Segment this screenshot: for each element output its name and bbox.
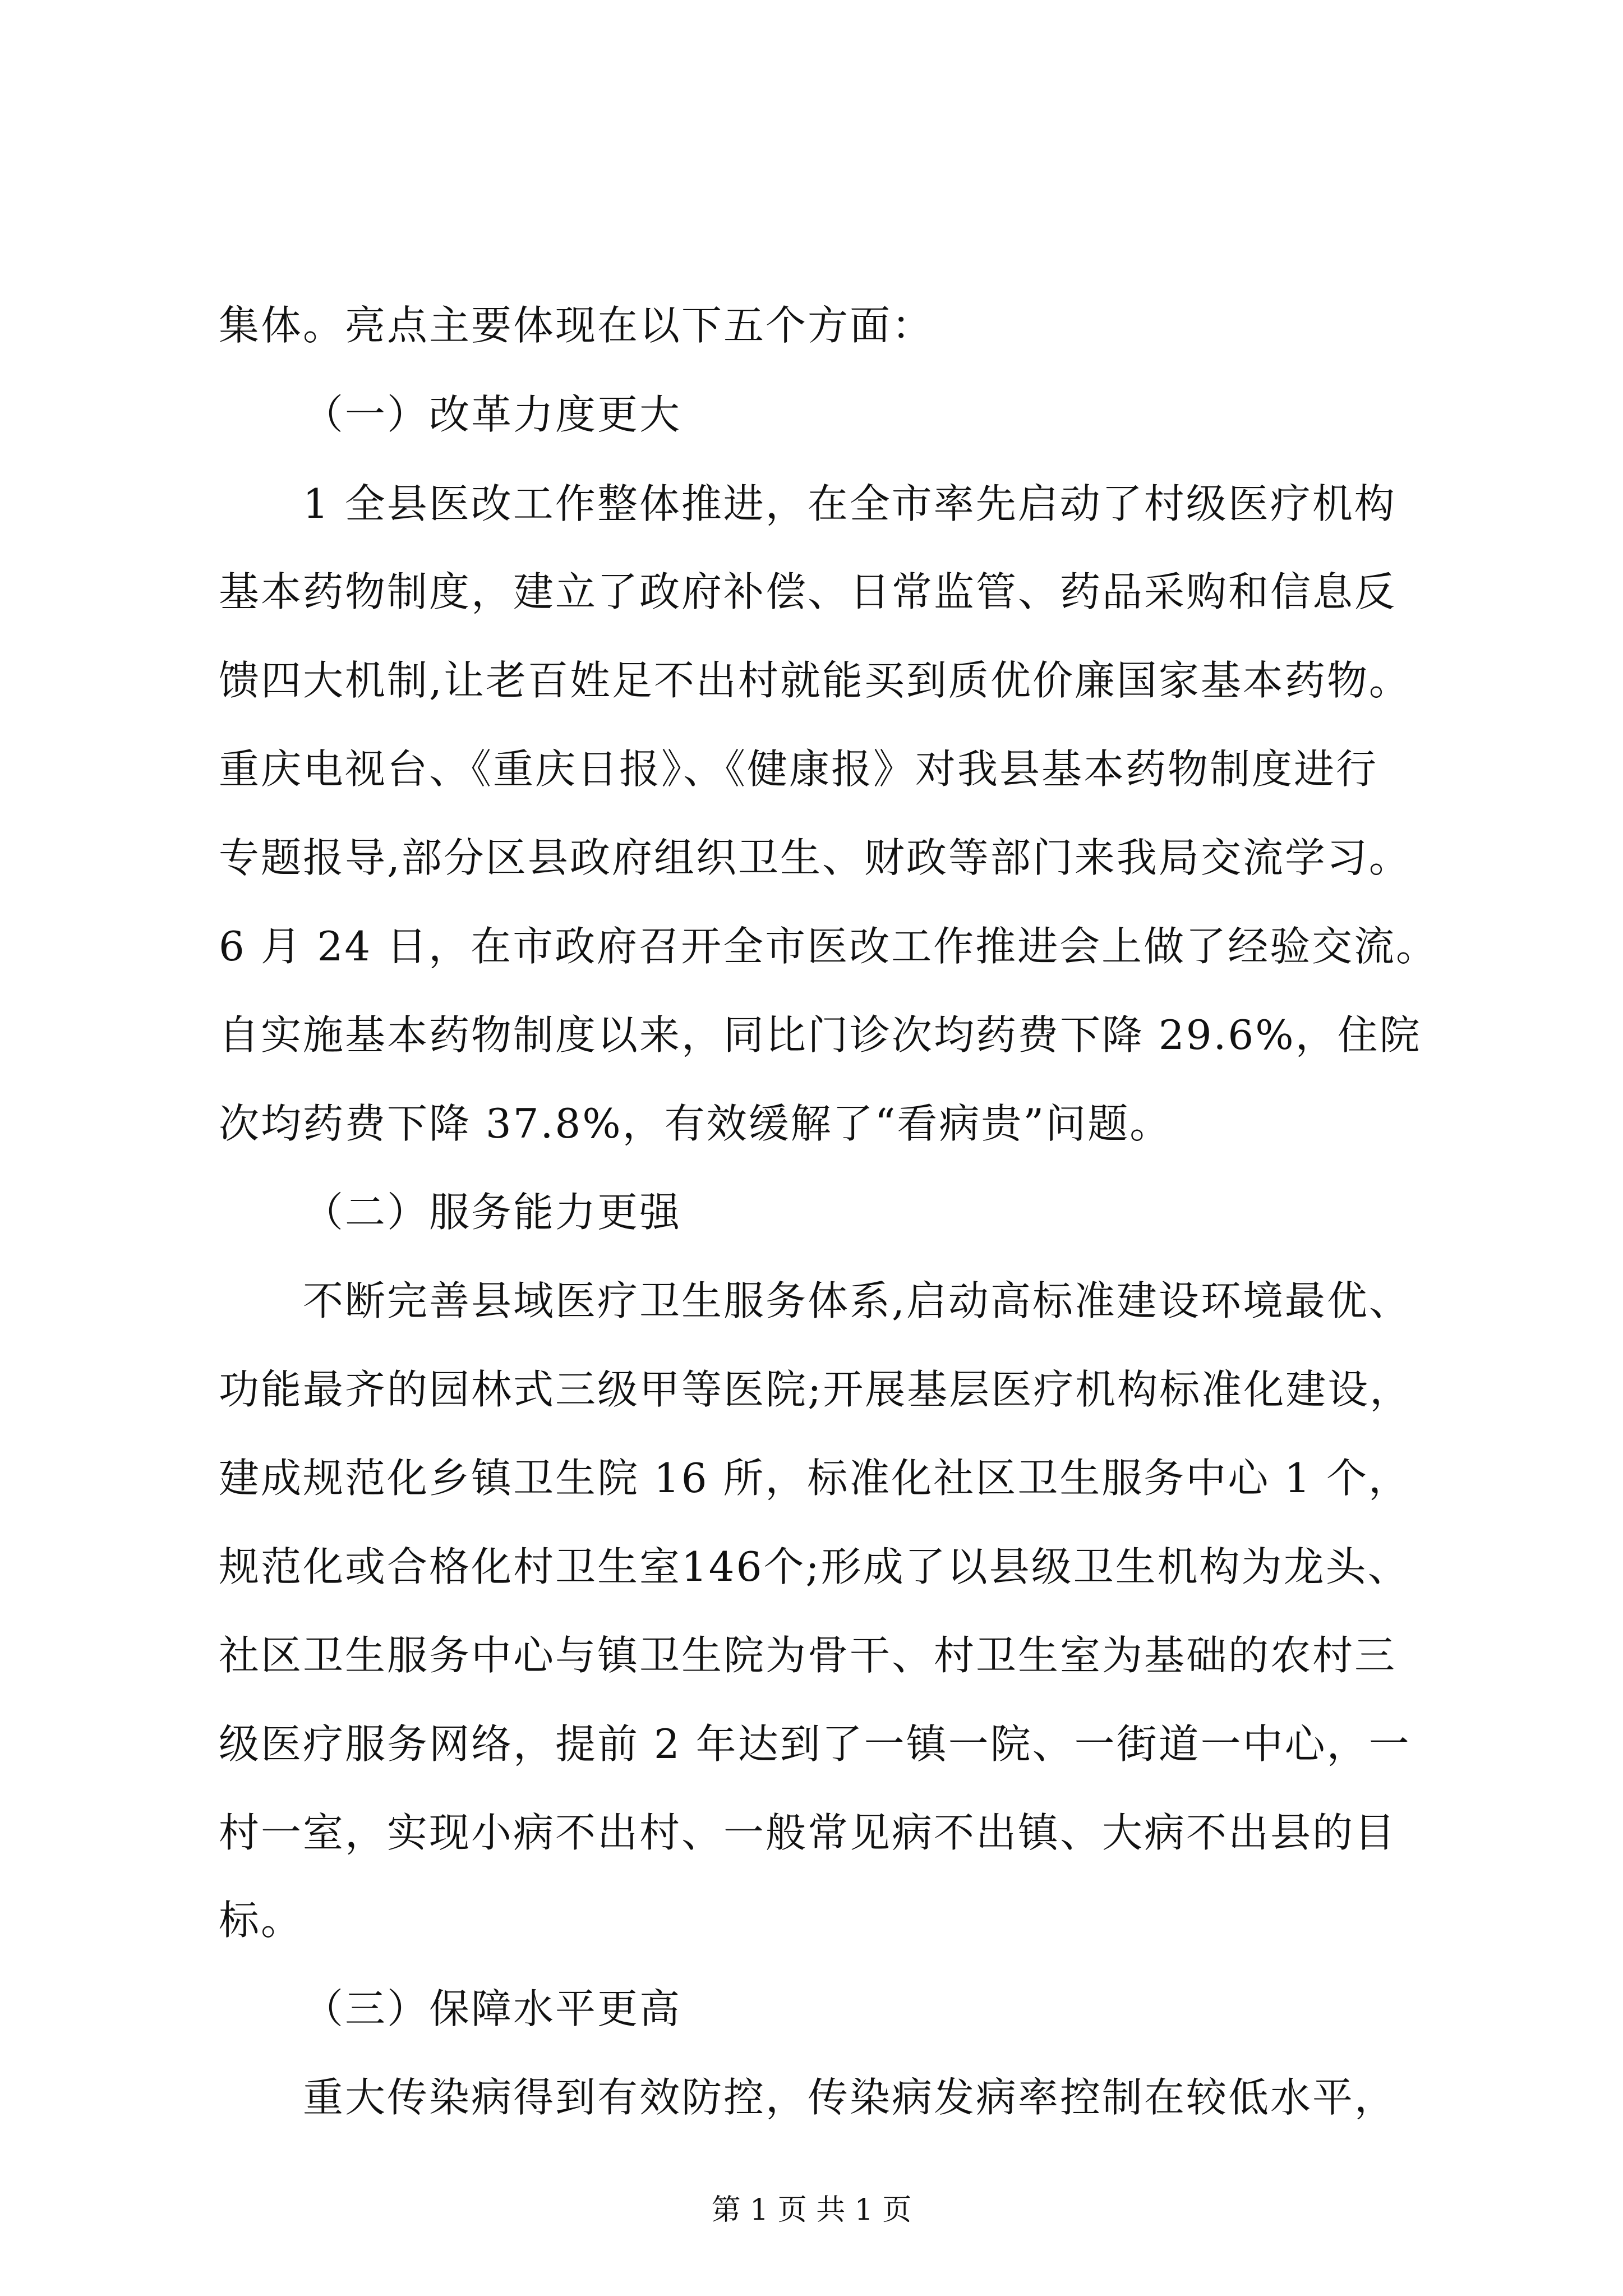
text-line: 基本药物制度，建立了政府补偿、日常监管、药品采购和信息反	[219, 568, 1397, 615]
text-line: 次均药费下降 37.8%，有效缓解了“看病贵”问题。	[219, 1100, 1172, 1147]
text-line: 社区卫生服务中心与镇卫生院为骨干、村卫生室为基础的农村三	[219, 1632, 1397, 1679]
text-line: 级医疗服务网络，提前 2 年达到了一镇一院、一街道一中心，一	[219, 1720, 1411, 1768]
section-heading: （三）保障水平更高	[303, 1985, 682, 2032]
page-footer: 第 1 页 共 1 页	[711, 2193, 912, 2227]
text-line: 标。	[219, 1897, 303, 1944]
text-line: 馈四大机制,让老百姓足不出村就能买到质优价廉国家基本药物。	[219, 657, 1411, 704]
text-line: 村一室，实现小病不出村、一般常见病不出镇、大病不出县的目	[219, 1809, 1397, 1856]
text-line: 重庆电视台、《重庆日报》、《健康报》对我县基本药物制度进行	[219, 746, 1378, 793]
text-line: 自实施基本药物制度以来，同比门诊次均药费下降 29.6%，住院	[219, 1011, 1422, 1059]
section-heading: （一）改革力度更大	[303, 391, 682, 438]
text-line: 6 月 24 日，在市政府召开全市医改工作推进会上做了经验交流。	[219, 923, 1438, 970]
text-line: 集体。亮点主要体现在以下五个方面：	[219, 302, 934, 349]
text-line: 1 全县医改工作整体推进，在全市率先启动了村级医疗机构	[303, 480, 1396, 527]
text-line: 专题报导,部分区县政府组织卫生、财政等部门来我局交流学习。	[219, 834, 1411, 881]
text-line: 功能最齐的园林式三级甲等医院;开展基层医疗机构标准化建设，	[219, 1366, 1412, 1413]
text-line: 规范化或合格化村卫生室146个;形成了以县级卫生机构为龙头、	[219, 1543, 1410, 1590]
text-line: 建成规范化乡镇卫生院 16 所，标准化社区卫生服务中心 1 个，	[219, 1455, 1410, 1502]
text-line: 不断完善县域医疗卫生服务体系,启动高标准建设环境最优、	[303, 1277, 1411, 1324]
text-line: 重大传染病得到有效防控，传染病发病率控制在较低水平，	[303, 2074, 1397, 2121]
section-heading: （二）服务能力更强	[303, 1189, 682, 1236]
